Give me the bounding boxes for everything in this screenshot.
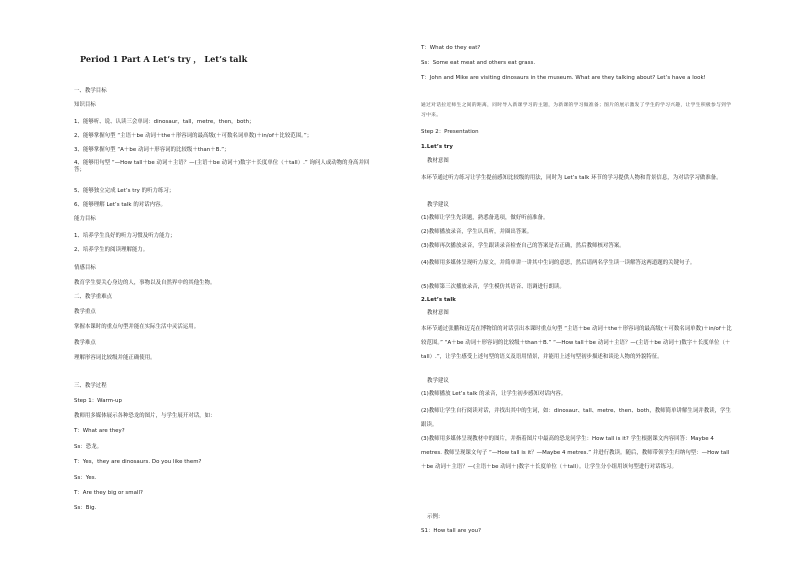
left-line: Step 1：Warm-up [74, 398, 122, 404]
left-line: 情感目标 [74, 265, 96, 271]
right-line: T：What do they eat? [421, 45, 481, 51]
left-line: 知识目标 [74, 102, 96, 108]
left-line: Ss：恐龙。 [74, 444, 103, 450]
right-line: 教学建议 [427, 202, 449, 208]
right-line: 示例： [427, 514, 444, 520]
left-line: 5、能够独立完成 Let’s try 的听力练习； [74, 188, 175, 194]
right-line: 通过对话拉近师生之间的距离，同时导入新课学习的主题，为新课的学习做准备；图片的展示激发了学生的学习兴趣，让学生积极参与到学习中来。 [421, 103, 732, 118]
right-line: (4)教师用多媒体呈现听力原文，并简单讲一讲其中生词的意思，然后请两名学生读一读解答这两道题的关键句子。 [421, 260, 696, 266]
right-line: 教学建议 [427, 378, 449, 384]
right-line: (2)教师播放录音，学生认真听，并圈出答案。 [421, 229, 533, 235]
left-line: 三、教学过程 [74, 383, 107, 389]
right-line: (3)教师用多媒体呈现教材中的图片，并指着图片中最高的恐龙问学生：How tall is it? 学生根据课文内容回答：Maybe 4 metres. 教师呈现课文句子 “—How tall is it？—Maybe 4 metres.” 并进行教读。随后，教师带领学生归纳句型：—How tall＋be 动词＋主语？—(主语＋be 动词＋)数字＋长度单位（＋tall）。让学生分小组用该句型进行对话练习。 [421, 436, 730, 470]
left-line: 4、能够用句型 “—How tall＋be 动词＋主语？—(主语＋be 动词＋)数字＋长度单位（＋tall）.” 询问人或动物的身高并回答； [74, 160, 370, 173]
right-line: T：John and Mike are visiting dinosaurs in the museum. What are they talking about? Let’s have a look! [421, 75, 706, 81]
left-line: 教育学生要关心身边的人，事物以及自然界中的其他生物。 [74, 280, 216, 286]
right-line: Ss：Some eat meat and others eat grass. [421, 60, 536, 66]
document-title: Period 1 Part A Let’s try ， Let’s talk [80, 54, 248, 64]
right-line: (2)教师让学生自行阅读对话，并找出其中的生词，如：dinosaur、tall、metre、then、both，教师简单讲解生词并教读，学生跟读。 [421, 408, 731, 428]
right-line: S1：How tall are you? [421, 528, 482, 534]
left-line: T：What are they? [74, 428, 125, 434]
right-line: (3)教师再次播放录音，学生跟读录音检查自己的答案是否正确，然后教师核对答案。 [421, 243, 625, 249]
right-line: (1)教师播放 Let’s talk 的录音，让学生初步感知对话内容。 [421, 391, 567, 397]
left-line: 理解形容词比较级并能正确使用。 [74, 355, 156, 361]
right-line: 教材意图 [427, 310, 449, 316]
left-line: T：Yes，they are dinosaurs. Do you like them? [74, 459, 202, 465]
left-line: Ss：Big. [74, 505, 97, 511]
left-line: 一、教学目标 [74, 88, 107, 94]
left-line: 教学难点 [74, 340, 96, 346]
left-line: 2、培养学生的阅读理解能力。 [74, 247, 149, 253]
right-line: (1)教师让学生先读题，熟悉备选项，做好听前准备。 [421, 215, 549, 221]
left-line: 6、能够理解 Let’s talk 的对话内容。 [74, 202, 166, 208]
left-line: 二、教学重难点 [74, 294, 113, 300]
left-line: T：Are they big or small? [74, 490, 143, 496]
left-line: 教师用多媒体展示各种恐龙的图片，与学生展开对话，如： [74, 413, 216, 419]
right-line: 1.Let’s try [421, 144, 453, 150]
left-line: 2、能够掌握句型 “主语＋be 动词＋the＋形容词的最高级(＋可数名词单数)＋in/of＋比较范围。”； [74, 133, 313, 139]
right-line: 教材意图 [427, 158, 449, 164]
left-line: 3、能够掌握句型 “A＋be 动词＋形容词的比较级＋than＋B.”； [74, 147, 230, 153]
right-line: 本环节通过张鹏和迈克在博物馆的对话引出本课时重点句型 “主语＋be 动词＋the＋形容词的最高级(＋可数名词单数)＋in/of＋比较范围。” “A＋be 动词＋形容词的比较级＋than＋B.” “—How tall＋be 动词＋主语？—(主语＋be 动词＋)数字＋长度单位（＋tall）.”，让学生感受上述句型的语义及语用情景，并能用上述句型初步描述和谈论人物的外貌特征。 [421, 326, 732, 360]
left-line: 掌握本课时的重点句型并能在实际生活中灵活运用。 [74, 324, 200, 330]
left-line: 1、能够听、说、认读三会单词：dinosaur，tall，metre，then，both； [74, 119, 255, 125]
left-line: 能力目标 [74, 216, 96, 222]
left-line: Ss：Yes. [74, 475, 97, 481]
left-line: 教学重点 [74, 309, 96, 315]
left-line: 1、培养学生良好的听力习惯及听力能力； [74, 233, 176, 239]
right-line: 本环节通过听力练习让学生提前感知比较级的用法，同时为 Let’s talk 环节的学习提供人物和背景信息，为对话学习做准备。 [421, 175, 722, 181]
right-line: (5)教师第三次播放录音，学生模仿其语音、语调进行朗读。 [421, 284, 565, 290]
right-line: 2.Let’s talk [421, 297, 456, 303]
right-line: Step 2：Presentation [421, 129, 479, 135]
